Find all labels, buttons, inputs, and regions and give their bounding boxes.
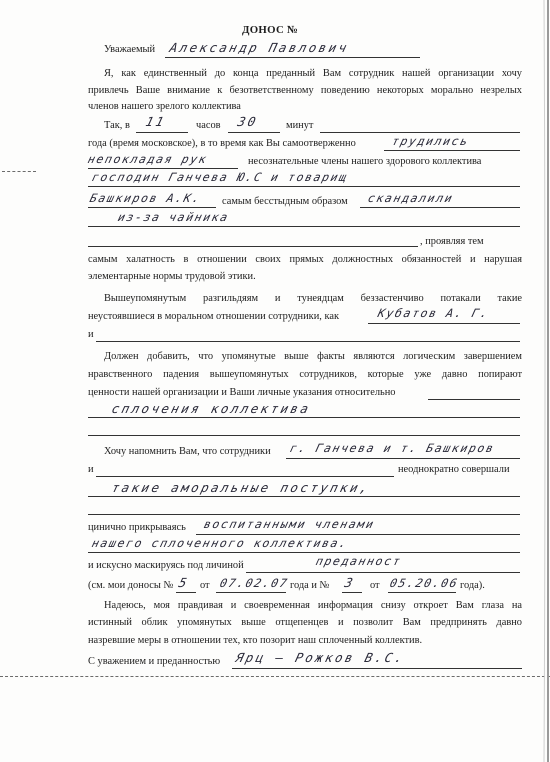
and-underline-1 bbox=[96, 341, 520, 342]
and-label-1: и bbox=[88, 329, 94, 340]
mask-underline bbox=[246, 572, 520, 573]
mask-text: и искусно маскируясь под личиной bbox=[88, 560, 244, 571]
and-label-2: и bbox=[88, 464, 94, 475]
acts-underline-2 bbox=[88, 514, 520, 515]
addressee-handwritten: Александр Павлович bbox=[168, 40, 351, 55]
date1-handwritten: 07.02.07 bbox=[218, 576, 291, 590]
document-title: ДОНОС № bbox=[242, 24, 299, 36]
hours-label: часов bbox=[196, 120, 221, 131]
names-handwritten-1: господин Ганчева Ю.С и товарищ bbox=[90, 170, 350, 184]
negligence-line-1: самым халатность в отношении своих прямых должностных обязанностей и нарушая bbox=[88, 254, 522, 265]
ref2-handwritten: 3 bbox=[343, 575, 357, 590]
indulger-underline bbox=[368, 323, 520, 324]
intro-line-2: привлечь Ваше внимание к безответственному поведению некоторых морально незрелых bbox=[88, 85, 522, 96]
cover-handwritten-1: воспитанными членами bbox=[202, 517, 377, 531]
acts-handwritten: такие аморальные поступки, bbox=[110, 480, 372, 495]
hours-handwritten: 11 bbox=[144, 114, 168, 129]
values-underline-1 bbox=[428, 399, 520, 400]
intro-line-3: членов нашего зрелого коллектива bbox=[88, 101, 241, 112]
values-underline-2 bbox=[88, 417, 520, 418]
names-underline-1 bbox=[88, 186, 520, 187]
margin-dash-mark bbox=[2, 171, 36, 172]
names-underline-2 bbox=[88, 207, 216, 208]
time-prefix: Так, в bbox=[104, 120, 130, 131]
activity-underline-1 bbox=[384, 150, 520, 151]
deed-handwritten-1: скандалили bbox=[366, 191, 456, 205]
ref1-handwritten: 5 bbox=[177, 575, 191, 590]
see-prefix: (см. мои доносы № bbox=[88, 580, 174, 591]
hours-underline bbox=[136, 132, 188, 133]
members-text: несознательные члены нашего здорового коллектива bbox=[248, 156, 482, 167]
repeat-text: неоднократно совершали bbox=[398, 464, 510, 475]
mask-handwritten: преданност bbox=[314, 554, 404, 568]
indulger-handwritten: Кубатов А. Г. bbox=[376, 306, 491, 320]
indulged-line-1: Вышеупомянутым разгильдяям и тунеядцам беззастенчиво потакали такие bbox=[104, 293, 522, 304]
showing-text: , проявляя тем bbox=[420, 236, 484, 247]
date2-underline bbox=[388, 592, 456, 593]
showing-underline bbox=[88, 246, 418, 247]
date-blank-underline bbox=[320, 132, 520, 133]
addressee-underline bbox=[165, 57, 420, 58]
names-handwritten-2: Башкиров А.К. bbox=[88, 191, 203, 205]
minutes-handwritten: 30 bbox=[236, 114, 260, 129]
acts-underline-1 bbox=[88, 496, 520, 497]
negligence-line-2: элементарные нормы трудовой этики. bbox=[88, 271, 256, 282]
intro-line-1: Я, как единственный до конца преданный Вам сотрудник нашей организации хочу bbox=[104, 68, 522, 79]
remind-text: Хочу напомнить Вам, что сотрудники bbox=[104, 446, 271, 457]
hope-line-2: истинный облик упомянутых выше отщепенцев и позволит Вам предпринять давно bbox=[88, 617, 522, 628]
values-underline-3 bbox=[88, 435, 520, 436]
signature-handwritten: Ярц — Рожков В.С. bbox=[234, 650, 407, 665]
signature-underline bbox=[232, 668, 522, 669]
ref1-underline bbox=[176, 592, 196, 593]
shameless-text: самым бесстыдным образом bbox=[222, 196, 348, 207]
minutes-underline bbox=[228, 132, 280, 133]
remind-handwritten: г. Ганчева и т. Башкиров bbox=[288, 441, 497, 455]
cover-handwritten-2: нашего сплоченного коллектива. bbox=[90, 536, 350, 550]
cover-underline-1 bbox=[196, 534, 520, 535]
deed-underline-1 bbox=[360, 207, 520, 208]
minutes-label: минут bbox=[286, 120, 314, 131]
deed-underline-2 bbox=[88, 226, 520, 227]
activity-handwritten-2: непокладая рук bbox=[86, 152, 210, 166]
activity-handwritten-1: трудились bbox=[390, 134, 471, 148]
ot-label-1: от bbox=[200, 580, 210, 591]
closing-text: С уважением и преданностью bbox=[88, 656, 221, 667]
ref2-underline bbox=[342, 592, 362, 593]
scan-fold-line bbox=[0, 676, 550, 677]
remind-underline bbox=[286, 458, 520, 459]
deed-handwritten-2: из-за чайника bbox=[116, 210, 231, 224]
add-line-1: Должен добавить, что упомянутые выше факты являются логическим завершением bbox=[104, 351, 522, 362]
cynical-text: цинично прикрываясь bbox=[88, 522, 186, 533]
activity-underline-2 bbox=[88, 168, 238, 169]
ot-label-2: от bbox=[370, 580, 380, 591]
date1-underline bbox=[216, 592, 286, 593]
values-handwritten: сплочения коллектива bbox=[110, 401, 313, 416]
add-line-2: нравственного падения вышеупомянутых сотрудников, которые уже давно попирают bbox=[88, 369, 522, 380]
hope-line-3: назревшие меры в отношении тех, кто позорит наш сплоченный коллектив. bbox=[88, 635, 423, 646]
cover-underline-2 bbox=[88, 552, 520, 553]
indulged-line-2: неустоявшиеся в моральном отношении сотрудники, как bbox=[88, 311, 340, 322]
add-line-3: ценности нашей организации и Ваши личные указания относительно bbox=[88, 387, 396, 398]
greeting-label: Уважаемый bbox=[104, 44, 156, 55]
year-and-label: года и № bbox=[290, 580, 330, 591]
hope-line-1: Надеюсь, моя правдивая и своевременная информация снизу откроет Вам глаза на bbox=[104, 600, 522, 611]
year-close-label: года). bbox=[460, 580, 485, 591]
date2-handwritten: 05.20.06 bbox=[388, 576, 461, 590]
year-text: года (время московское), в то время как Вы самоотверженно bbox=[88, 138, 356, 149]
and-underline-2 bbox=[96, 476, 394, 477]
